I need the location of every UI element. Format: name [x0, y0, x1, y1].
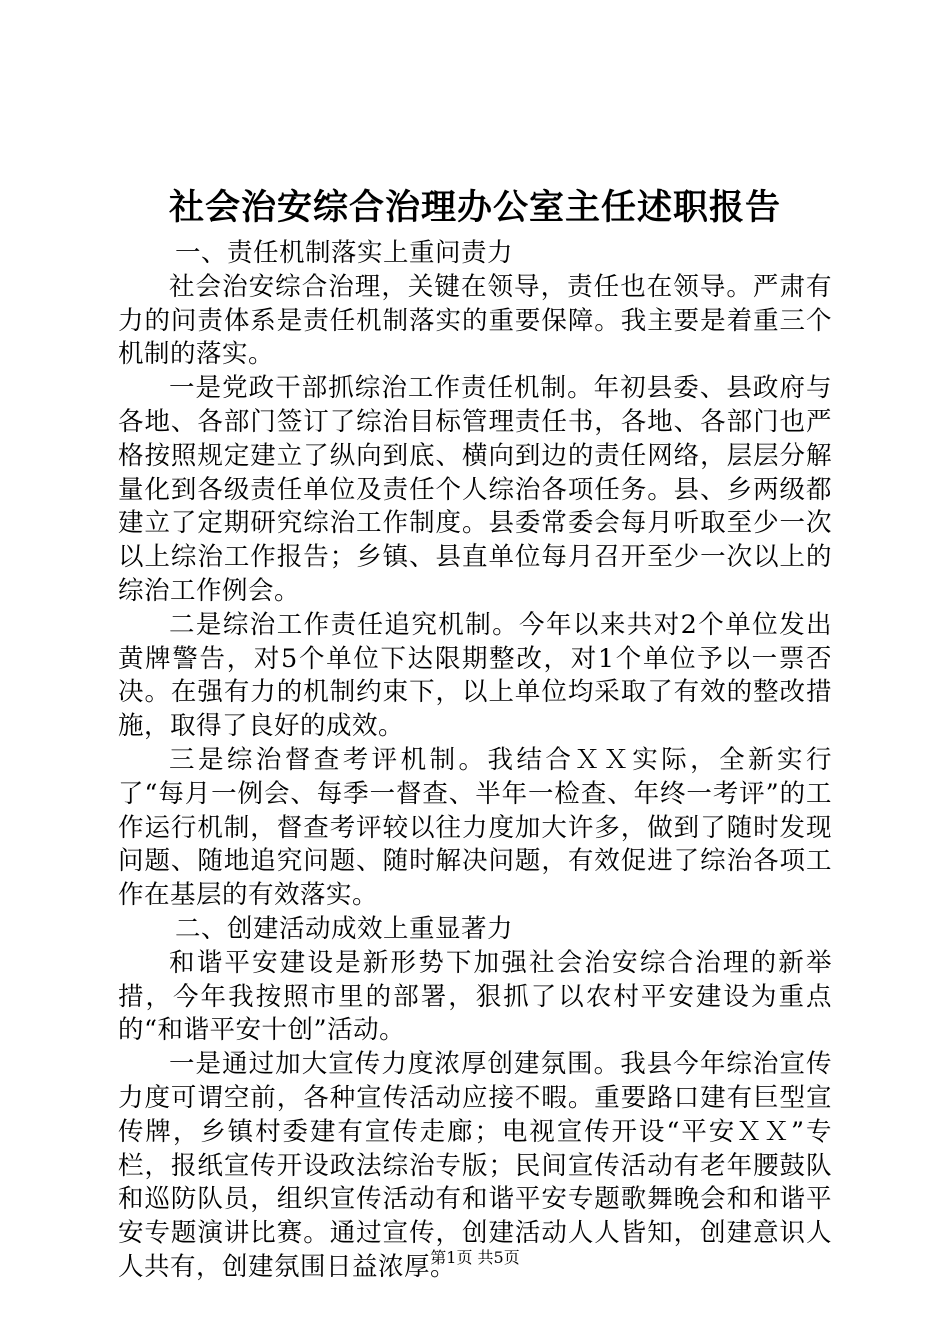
- document-title: 社会治安综合治理办公室主任述职报告: [168, 187, 781, 228]
- paragraph: 三是综治督查考评机制。我结合ＸＸ实际，全新实行了“每月一例会、每季一督查、半年一检查、年终一考评”的工作运行机制，督查考评较以往力度加大许多，做到了随时发现问题、随地追究问题、随时解决问题，有效促进了综治各项工作在基层的有效落实。: [118, 744, 832, 911]
- paragraph: 社会治安综合治理，关键在领导，责任也在领导。严肃有力的问责体系是责任机制落实的重要保障。我主要是着重三个机制的落实。: [118, 271, 832, 370]
- page-footer: 第1页 共5页: [430, 1248, 520, 1267]
- paragraph: 一是党政干部抓综治工作责任机制。年初县委、县政府与各地、各部门签订了综治目标管理责任书，各地、各部门也严格按照规定建立了纵向到底、横向到边的责任网络，层层分解量化到各级责任单位及责任个人综治各项任务。县、乡两级都建立了定期研究综治工作制度。县委常委会每月听取至少一次以上综治工作报告；乡镇、县直单位每月召开至少一次以上的综治工作例会。: [118, 373, 832, 606]
- paragraph: 一是通过加大宣传力度浓厚创建氛围。我县今年综治宣传力度可谓空前，各种宣传活动应接不暇。重要路口建有巨型宣传牌，乡镇村委建有宣传走廊；电视宣传开设“平安ＸＸ”专栏，报纸宣传开设政法综治专版；民间宣传活动有老年腰鼓队和巡防队员，组织宣传活动有和谐平安专题歌舞晚会和和谐平安专题演讲比赛。通过宣传，创建活动人人皆知，创建意识人人共有，创建氛围日益浓厚。: [118, 1049, 832, 1282]
- paragraph: 二是综治工作责任追究机制。今年以来共对2个单位发出黄牌警告，对5个单位下达限期整改，对1个单位予以一票否决。在强有力的机制约束下，以上单位均采取了有效的整改措施，取得了良好的成效。: [118, 609, 832, 742]
- document-body: [118, 237, 832, 1285]
- section-heading-2: 二、创建活动成效上重显著力: [175, 913, 514, 944]
- paragraph: 和谐平安建设是新形势下加强社会治安综合治理的新举措，今年我按照市里的部署，狠抓了以农村平安建设为重点的“和谐平安十创”活动。: [118, 947, 832, 1046]
- section-heading-1: 一、责任机制落实上重问责力: [175, 238, 514, 268]
